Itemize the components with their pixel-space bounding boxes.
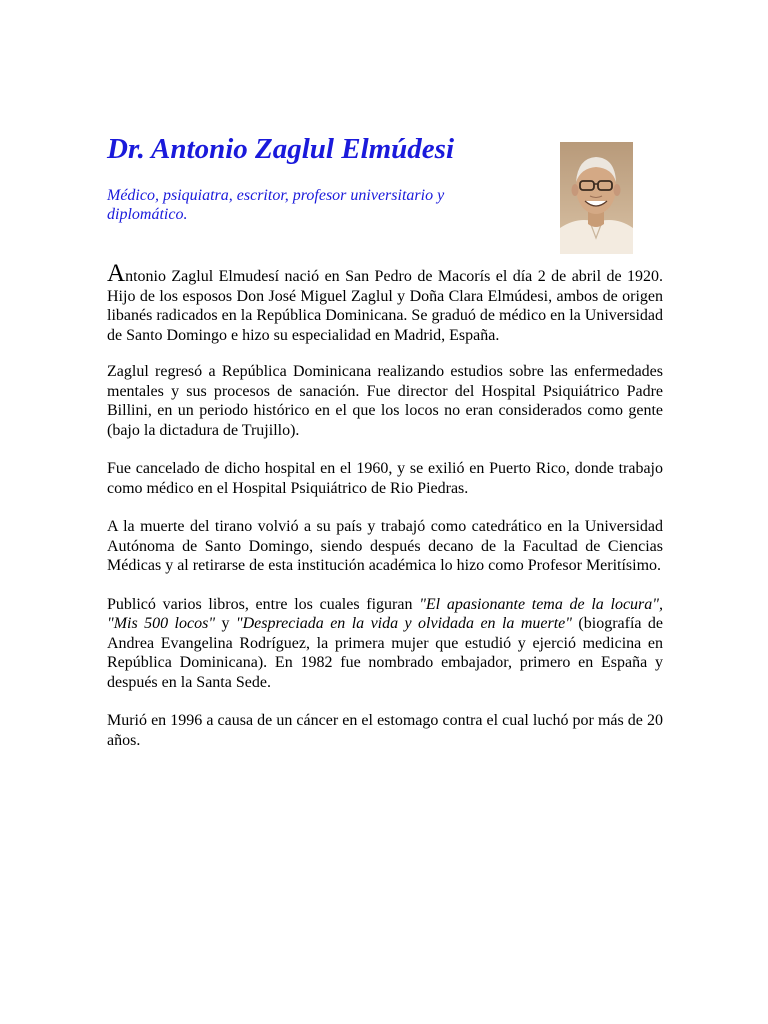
portrait-photo-icon <box>560 142 633 254</box>
portrait-illustration <box>560 142 633 254</box>
book-title-2: "Despreciada en la vida y olvidada en la muerte" <box>235 615 572 632</box>
page-title: Dr. Antonio Zaglul Elmúdesi <box>107 133 455 165</box>
paragraph-2: Zaglul regresó a República Dominicana realizando estudios sobre las enfermedades mentales y sus procesos de sanación. Fue director del Hospital Psiquiátrico Padre Billini, en un periodo histórico en el que los locos no eran considerados como gente (bajo la dictadura de Trujillo). <box>107 363 663 439</box>
paragraph-5-lead: Publicó varios libros, entre los cuales figuran <box>107 595 420 613</box>
paragraph-6: Murió en 1996 a causa de un cáncer en el estomago contra el cual luchó por más de 20 años. <box>107 712 663 749</box>
book-titles-1: "El apasionante tema de la locura", "Mis 500 locos" <box>107 595 663 632</box>
paragraph-5 <box>107 595 663 693</box>
paragraph-1 <box>107 260 663 345</box>
paragraph-5-rest: (biografía de Andrea Evangelina Rodríguez, la primera mujer que estudió y ejerció medicina en República Dominicana). En 1982 fue nombrado embajador, primero en España y después en la Santa Sede. <box>107 615 664 691</box>
paragraph-4: A la muerte del tirano volvió a su país y trabajó como catedrático en la Universidad Autónoma de Santo Domingo, siendo después decano de la Facultad de Ciencias Médicas y al retirarse de esta institución académica lo hizo como Profesor Meritísimo. <box>107 518 663 574</box>
paragraph-3: Fue cancelado de dicho hospital en el 1960, y se exilió en Puerto Rico, donde trabajo como médico en el Hospital Psiquiátrico de Rio Piedras. <box>107 460 663 497</box>
biography-text <box>107 260 664 769</box>
paragraph-5-join: y <box>215 615 236 632</box>
page-subtitle: Médico, psiquiatra, escritor, profesor universitario y diplomático. <box>107 187 445 223</box>
drop-cap: A <box>107 260 126 287</box>
paragraph-1-text: ntonio Zaglul Elmudesí nació en San Pedro de Macorís el día 2 de abril de 1920. Hijo de los esposos Don José Miguel Zaglul y Doña Clara Elmúdesi, ambos de origen libanés radicados en la República Dominicana. Se graduó de médico en la Universidad de Santo Domingo e hizo su especialidad en Madrid, España. <box>107 268 663 344</box>
